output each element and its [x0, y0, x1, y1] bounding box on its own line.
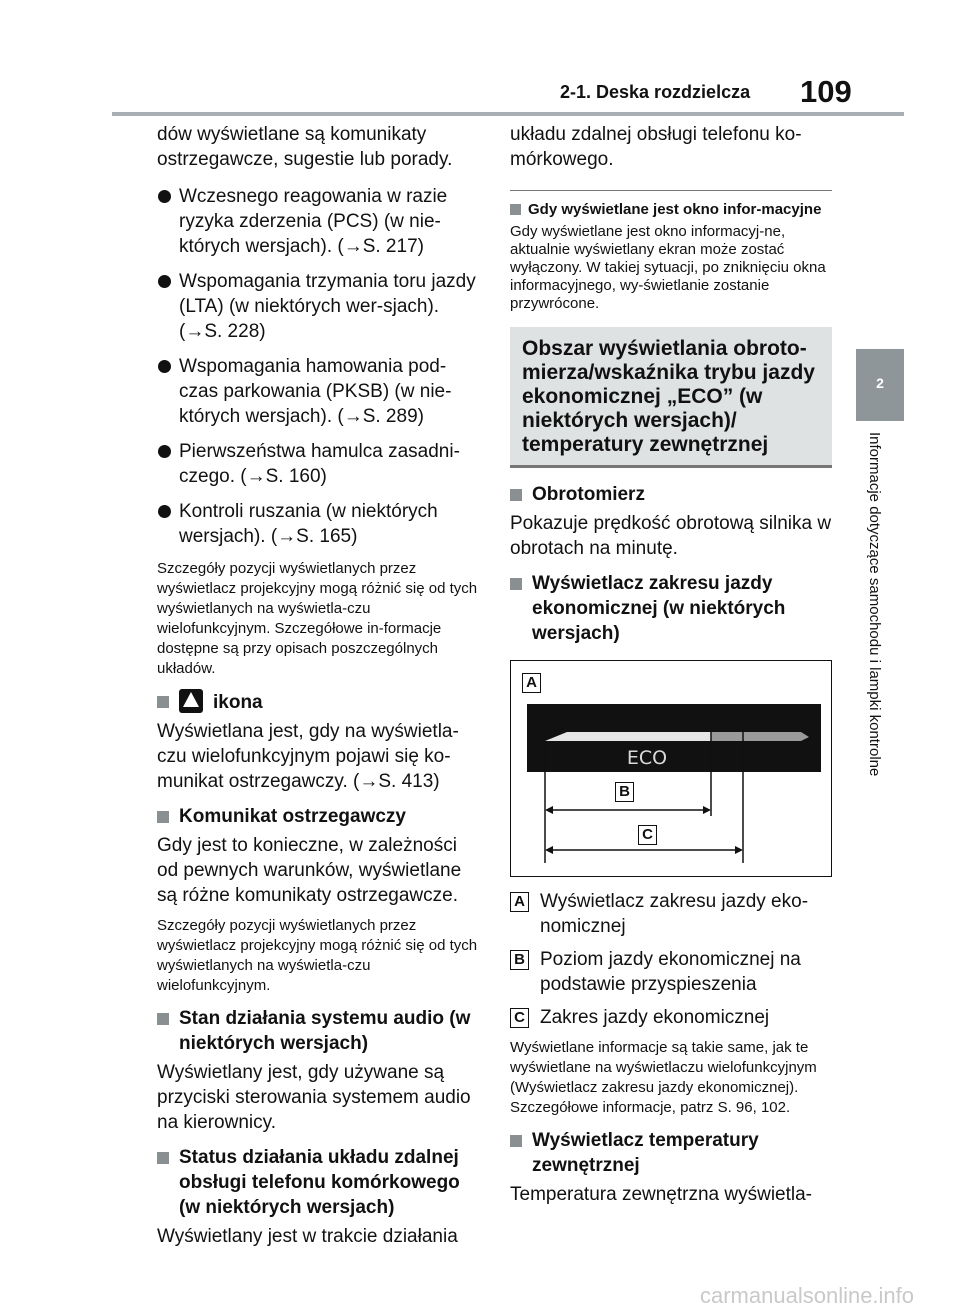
header-rule: [112, 112, 904, 116]
legend-text: Zakres jazdy ekonomicznej: [540, 1007, 770, 1028]
chapter-side-text: Informacje dotyczące samochodu i lampki kontrolne: [866, 432, 883, 777]
icon-text: Wyświetlana jest, gdy na wyświetla-czu wielofunkcyjnym pojawi się ko-munikat ostrzegawczy. (→S. 413): [157, 721, 459, 792]
figure-label-b: B: [615, 782, 634, 802]
bullet-item: Wspomagania trzymania toru jazdy (LTA) (w niektórych wer-sjach). (→S. 228): [157, 269, 482, 344]
arrowhead: [545, 806, 553, 814]
eco-diagram: [510, 660, 832, 877]
arrowhead: [545, 846, 553, 854]
eco-heading: Wyświetlacz zakresu jazdy ekonomicznej (w niektórych wersjach): [510, 571, 832, 646]
bullet-item: Wspomagania hamowania pod-czas parkowania (PKSB) (w nie-których wersjach). (→S. 289): [157, 354, 482, 429]
phone-text: Wyświetlany jest w trakcie działania: [157, 1226, 458, 1247]
warning-heading: Komunikat ostrzegawczy: [157, 804, 482, 829]
right-column: [510, 122, 832, 1213]
temperature-text: Temperatura zewnętrzna wyświetla-: [510, 1184, 813, 1205]
legend-item-a: [510, 889, 832, 939]
icon-heading-label: ikona: [213, 692, 263, 713]
bullet-item: Wczesnego reagowania w razie ryzyka zderzenia (PCS) (w nie-których wersjach). (→S. 217): [157, 184, 482, 259]
tachometer-text: Pokazuje prędkość obrotową silnika w obrotach na minutę.: [510, 513, 832, 559]
legend-key: B: [510, 950, 529, 970]
note-text-2: Szczegóły pozycji wyświetlanych przez wyświetlacz projekcyjny mogą różnić się od tych wyświetlanych na wyświetla-czu wielofunkcyjnym.: [157, 917, 478, 994]
warning-text: Gdy jest to konieczne, w zależności od pewnych warunków, wyświetlane są różne komunikaty ostrzegawcze.: [157, 835, 462, 906]
eco-text: ECO: [626, 747, 668, 769]
section-title: Obszar wyświetlania obroto-mierza/wskaźnika trybu jazdy ekonomicznej „ECO” (w niektórych wersjach)/ temperatury zewnętrznej: [510, 327, 832, 468]
legend-text: Wyświetlacz zakresu jazdy eko-nomicznej: [540, 891, 809, 937]
figure-label-a: A: [522, 673, 541, 693]
bullet-item: Kontroli ruszania (w niektórych wersjach). (→S. 165): [157, 499, 482, 549]
tachometer-heading: Obrotomierz: [510, 482, 832, 507]
intro-text: dów wyświetlane są komunikaty ostrzegawcze, sugestie lub porady.: [157, 124, 453, 170]
bullet-item: Pierwszeństwa hamulca zasadni-czego. (→S. 160): [157, 439, 482, 489]
watermark: carmanualsonline.info: [700, 1283, 915, 1308]
legend-text: Poziom jazdy ekonomicznej na podstawie przyspieszenia: [540, 949, 801, 995]
phone-heading: Status działania układu zdalnej obsługi telefonu komórkowego (w niektórych wersjach): [157, 1145, 482, 1220]
audio-heading: Stan działania systemu audio (w niektórych wersjach): [157, 1006, 482, 1056]
continued-text: układu zdalnej obsługi telefonu ko-mórkowego.: [510, 124, 802, 170]
chapter-tab: 2: [856, 349, 904, 421]
header-title: 2-1. Deska rozdzielcza: [560, 82, 751, 102]
legend-key: C: [510, 1008, 529, 1028]
icon-heading: [157, 689, 482, 715]
page-number: 109: [800, 74, 852, 109]
legend-key: A: [510, 892, 529, 912]
eco-range-fill: [711, 732, 809, 741]
legend-item-c: [510, 1005, 832, 1030]
temperature-heading: Wyświetlacz temperatury zewnętrznej: [510, 1128, 832, 1178]
eco-level-fill: [545, 732, 711, 741]
eco-note: Wyświetlane informacje są takie same, jak te wyświetlane na wyświetlaczu wielofunkcyjnym (Wyświetlacz zakresu jazdy ekonomicznej). Szczegółowe informacje, patrz S. 96, 102.: [510, 1039, 817, 1116]
legend-item-b: [510, 947, 832, 997]
audio-text: Wyświetlany jest, gdy używane są przyciski sterowania systemem audio na kierownicy.: [157, 1062, 471, 1133]
info-heading: Gdy wyświetlane jest okno infor-macyjne: [510, 201, 832, 219]
eco-diagram-graphic: [511, 661, 831, 876]
divider: [510, 190, 832, 191]
info-text: Gdy wyświetlane jest okno informacyj-ne, aktualnie wyświetlany ekran może zostać wyłączony. W takiej sytuacji, po zniknięciu okna informacyjnego, wy-świetlanie zostanie przywrócone.: [510, 223, 826, 312]
warning-triangle-icon: [179, 689, 203, 713]
arrowhead: [735, 846, 743, 854]
figure-label-c: C: [638, 825, 657, 845]
note-text: Szczegóły pozycji wyświetlanych przez wyświetlacz projekcyjny mogą różnić się od tych wyświetlanych na wyświetla-czu wielofunkcyjnym. Szczegółowe in-formacje dostępne są przy opisach poszczególnych układów.: [157, 560, 478, 677]
arrowhead: [703, 806, 711, 814]
left-column: [157, 122, 482, 1255]
